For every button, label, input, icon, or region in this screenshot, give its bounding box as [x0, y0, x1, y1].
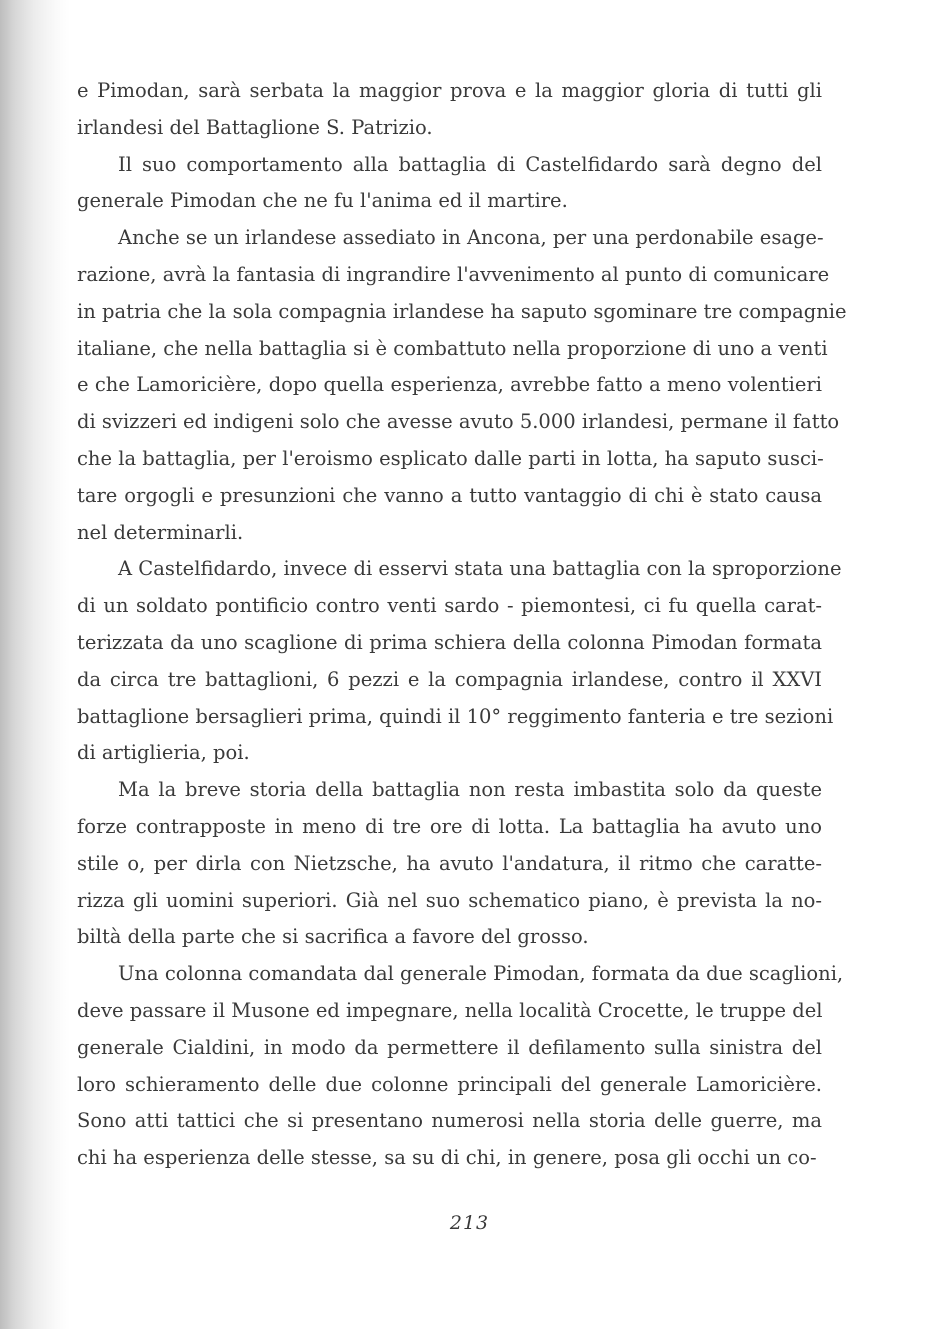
text-line: di artiglieria, poi.	[77, 741, 250, 765]
text-line: terizzata da uno scaglione di prima schiera della colonna Pimodan formata	[77, 630, 822, 654]
text-line: forze contrapposte in meno di tre ore di lotta. La battaglia ha avuto uno	[77, 814, 822, 838]
paragraph	[77, 956, 844, 1177]
text-line: stile o, per dirla con Nietzsche, ha avuto l'andatura, il ritmo che caratte-	[77, 851, 822, 875]
text-line: generale Cialdini, in modo da permettere il defilamento sulla sinistra del	[77, 1035, 822, 1059]
paragraph	[77, 551, 842, 772]
body-text	[77, 73, 847, 1177]
text-line: deve passare il Musone ed impegnare, nella località Crocette, le truppe del	[77, 998, 823, 1022]
text-line: da circa tre battaglioni, 6 pezzi e la compagnia irlandese, contro il XXVI	[77, 667, 822, 691]
text-line: tare orgogli e presunzioni che vanno a tutto vantaggio di chi è stato causa	[77, 483, 822, 507]
text-line: nel determinarli.	[77, 520, 244, 544]
text-line: Anche se un irlandese assediato in Ancona, per una perdonabile esage-	[118, 226, 824, 250]
text-line: loro schieramento delle due colonne principali del generale Lamoricière.	[77, 1072, 822, 1096]
text-line: in patria che la sola compagnia irlandese ha saputo sgominare tre compagnie	[77, 299, 847, 323]
text-line: generale Pimodan che ne fu l'anima ed il martire.	[77, 189, 568, 213]
binding-shadow	[0, 0, 70, 1329]
text-line: di un soldato pontificio contro venti sardo - piemontesi, ci fu quella carat-	[77, 594, 822, 618]
text-line: razione, avrà la fantasia di ingrandire l'avvenimento al punto di comunicare	[77, 262, 830, 286]
paragraph	[77, 147, 822, 221]
text-line: e Pimodan, sarà serbata la maggior prova e la maggior gloria di tutti gli	[77, 79, 822, 102]
paragraph	[77, 73, 822, 147]
text-line: biltà della parte che si sacrifica a favore del grosso.	[77, 925, 589, 949]
text-line: e che Lamoricière, dopo quella esperienza, avrebbe fatto a meno volentieri	[77, 373, 822, 397]
text-line: irlandesi del Battaglione S. Patrizio.	[77, 115, 433, 139]
text-line: Una colonna comandata dal generale Pimodan, formata da due scaglioni,	[118, 962, 844, 986]
text-line: italiane, che nella battaglia si è combattuto nella proporzione di uno a venti	[77, 336, 828, 360]
text-line: Sono atti tattici che si presentano numerosi nella storia delle guerre, ma	[77, 1109, 822, 1133]
text-line: A Castelfidardo, invece di esservi stata una battaglia con la sproporzione	[118, 557, 842, 581]
text-line: Il suo comportamento alla battaglia di Castelfidardo sarà degno del	[118, 152, 822, 176]
text-line: battaglione bersaglieri prima, quindi il 10° reggimento fanteria e tre sezioni	[77, 704, 834, 728]
text-line: di svizzeri ed indigeni solo che avesse avuto 5.000 irlandesi, permane il fatto	[77, 410, 840, 434]
text-line: rizza gli uomini superiori. Già nel suo schematico piano, è prevista la no-	[77, 888, 822, 912]
text-line: che la battaglia, per l'eroismo esplicato dalle parti in lotta, ha saputo susci-	[77, 446, 824, 470]
text-line: chi ha esperienza delle stesse, sa su di chi, in genere, posa gli occhi un co-	[77, 1146, 817, 1170]
text-line: Ma la breve storia della battaglia non resta imbastita solo da queste	[118, 778, 822, 802]
page-number: 213	[449, 1212, 490, 1234]
paragraph	[77, 220, 847, 551]
paragraph	[77, 772, 822, 956]
